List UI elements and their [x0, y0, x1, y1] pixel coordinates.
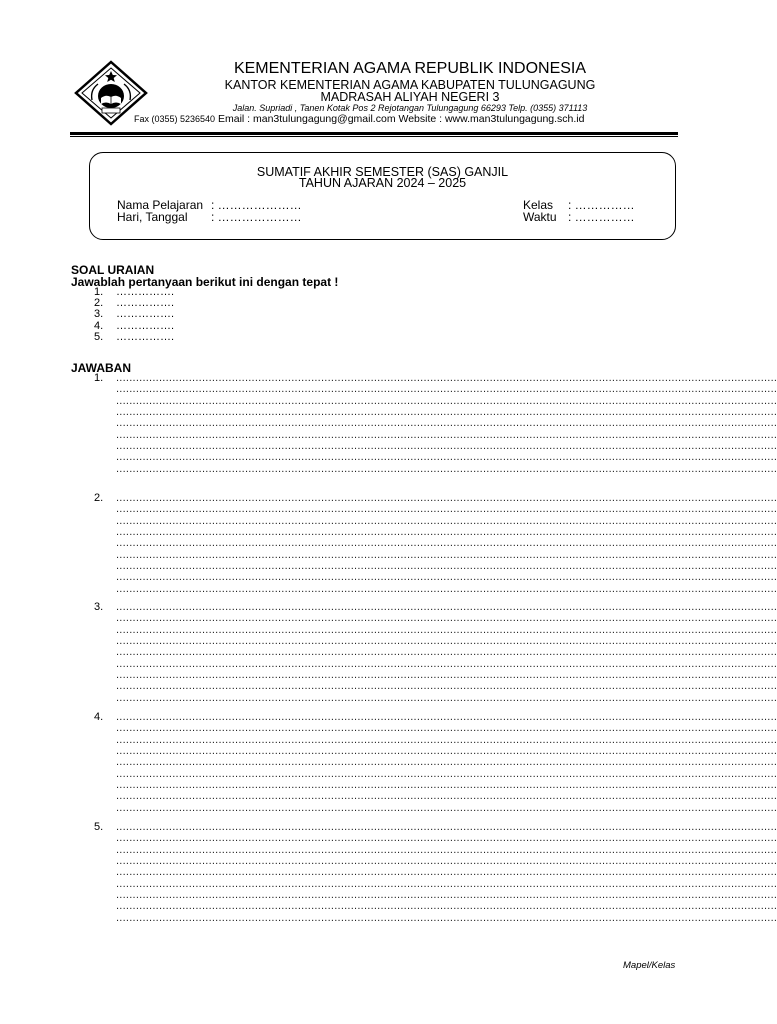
- answer-indent: [94, 647, 116, 658]
- answer-dotted-line: ........................................................................................................................................................................................................: [116, 866, 777, 879]
- school-name: MADRASAH ALIYAH NEGERI 3: [320, 90, 500, 104]
- answer-line: [94, 462, 777, 475]
- answer-dotted-line: ........................................................................................................................................................................................................: [116, 843, 777, 856]
- answer-dotted-line: ........................................................................................................................................................................................................: [116, 623, 777, 636]
- answer-dotted-line: ........................................................................................................................................................................................................: [116, 691, 777, 704]
- list-item: [94, 332, 174, 343]
- school-address: Jalan. Supriadi , Tanen Kotak Pos 2 Rejotangan Tulungagung 66293 Telp. (0355) 371113: [232, 103, 588, 113]
- ministry-name: KEMENTERIAN AGAMA REPUBLIK INDONESIA: [233, 60, 587, 77]
- answer-dotted-line: ........................................................................................................................................................................................................: [116, 779, 777, 792]
- answer-line: [94, 911, 777, 924]
- time-field: [523, 210, 635, 224]
- answer-dotted-line: ........................................................................................................................................................................................................: [116, 394, 777, 407]
- answer-dotted-line: ........................................................................................................................................................................................................: [116, 582, 777, 595]
- answer-indent: [94, 791, 116, 802]
- answer-indent: [94, 833, 116, 844]
- answer-line: [94, 582, 777, 595]
- answer-indent: [94, 613, 116, 624]
- date-label: Hari, Tanggal: [117, 210, 188, 224]
- answer-dotted-line: ........................................................................................................................................................................................................: [116, 451, 777, 464]
- answer-indent: [94, 693, 116, 704]
- answer-dotted-line: ........................................................................................................................................................................................................: [116, 722, 777, 735]
- answer-dotted-line: ........................................................................................................................................................................................................: [116, 417, 777, 430]
- date-field: [117, 210, 302, 224]
- office-name: KANTOR KEMENTERIAN AGAMA KABUPATEN TULUNGAGUNG: [224, 78, 596, 92]
- answer-indent: [94, 561, 116, 572]
- answer-dotted-line: ........................................................................................................................................................................................................: [116, 612, 777, 625]
- answer-dotted-line: ........................................................................................................................................................................................................: [116, 503, 777, 516]
- answer-indent: [94, 538, 116, 549]
- question-text: …………….: [116, 319, 175, 332]
- answer-dotted-line: ........................................................................................................................................................................................................: [116, 669, 777, 682]
- answer-line: [94, 722, 777, 735]
- answer-dotted-line: ........................................................................................................................................................................................................: [116, 680, 777, 693]
- answer-dotted-line: ........................................................................................................................................................................................................: [116, 635, 777, 648]
- question-number: 2.: [94, 297, 104, 310]
- answer-dotted-line: ........................................................................................................................................................................................................: [116, 462, 777, 475]
- answer-dotted-line: ........................................................................................................................................................................................................: [116, 372, 777, 384]
- answer-block-4: [94, 711, 777, 814]
- answer-indent: [94, 584, 116, 595]
- exam-title: SUMATIF AKHIR SEMESTER (SAS) GANJIL: [256, 165, 509, 179]
- answer-dotted-line: ........................................................................................................................................................................................................: [116, 428, 777, 441]
- answer-dotted-line: ........................................................................................................................................................................................................: [116, 537, 777, 550]
- time-value: : ……………: [568, 210, 635, 224]
- answer-indent: [94, 441, 116, 452]
- answer-number: 5.: [94, 821, 104, 833]
- answer-dotted-line: ........................................................................................................................................................................................................: [116, 745, 777, 758]
- question-text: …………….: [116, 308, 175, 321]
- answer-indent: [94, 550, 116, 561]
- answer-indent: [94, 659, 116, 670]
- answer-line: [94, 383, 777, 396]
- answer-indent: [94, 396, 116, 407]
- answer-dotted-line: ........................................................................................................................................................................................................: [116, 756, 777, 769]
- question-text: …………….: [116, 297, 175, 310]
- answer-dotted-line: ........................................................................................................................................................................................................: [116, 832, 777, 845]
- school-contact: [134, 113, 584, 125]
- list-item: [94, 309, 174, 320]
- answer-indent: [94, 780, 116, 791]
- answer-indent: [94, 625, 116, 636]
- subject-value: : …………………: [211, 198, 302, 212]
- essay-section-heading: SOAL URAIAN: [71, 263, 155, 277]
- question-number: 4.: [94, 319, 104, 332]
- answer-number: 4.: [94, 711, 104, 723]
- answer-indent: [94, 681, 116, 692]
- answer-dotted-line: ........................................................................................................................................................................................................: [116, 526, 777, 539]
- answer-indent: [94, 890, 116, 901]
- answer-indent: [94, 867, 116, 878]
- answer-dotted-line: ........................................................................................................................................................................................................: [116, 821, 777, 833]
- answer-indent: [94, 913, 116, 924]
- answer-indent: [94, 856, 116, 867]
- answer-indent: [94, 723, 116, 734]
- subject-label: Nama Pelajaran: [117, 198, 204, 212]
- footer-subject-class: Mapel/Kelas: [623, 960, 676, 971]
- letterhead-rule-thin: [70, 136, 678, 137]
- answer-indent: [94, 746, 116, 757]
- answer-dotted-line: ........................................................................................................................................................................................................: [116, 900, 777, 913]
- answer-number: 1.: [94, 372, 104, 384]
- answer-indent: [94, 901, 116, 912]
- answer-dotted-line: ........................................................................................................................................................................................................: [116, 560, 777, 573]
- letterhead-rule-thick: [70, 132, 678, 135]
- answer-indent: [94, 418, 116, 429]
- answer-dotted-line: ........................................................................................................................................................................................................: [116, 383, 777, 396]
- answer-dotted-line: ........................................................................................................................................................................................................: [116, 711, 777, 723]
- time-label: Waktu: [523, 210, 557, 224]
- date-value: : …………………: [211, 210, 302, 224]
- answer-dotted-line: ........................................................................................................................................................................................................: [116, 657, 777, 670]
- answer-dotted-line: ........................................................................................................................................................................................................: [116, 855, 777, 868]
- answer-block-3: [94, 601, 777, 704]
- answer-indent: [94, 452, 116, 463]
- answer-dotted-line: ........................................................................................................................................................................................................: [116, 492, 777, 504]
- answer-indent: [94, 769, 116, 780]
- question-text: …………….: [116, 330, 175, 343]
- answer-dotted-line: ........................................................................................................................................................................................................: [116, 571, 777, 584]
- answer-indent: [94, 757, 116, 768]
- question-number: 5.: [94, 330, 104, 343]
- class-label: Kelas: [523, 198, 554, 212]
- answer-section-heading: JAWABAN: [71, 361, 132, 375]
- question-list: [94, 287, 174, 343]
- answer-indent: [94, 407, 116, 418]
- answer-indent: [94, 735, 116, 746]
- answer-line: [94, 612, 777, 625]
- answer-indent: [94, 504, 116, 515]
- answer-dotted-line: ........................................................................................................................................................................................................: [116, 790, 777, 803]
- answer-dotted-line: ........................................................................................................................................................................................................: [116, 548, 777, 561]
- answer-dotted-line: ........................................................................................................................................................................................................: [116, 514, 777, 527]
- answer-indent: [94, 670, 116, 681]
- fax-number: Fax (0355) 5236540: [134, 114, 216, 124]
- answer-dotted-line: ........................................................................................................................................................................................................: [116, 440, 777, 453]
- answer-line: [94, 691, 777, 704]
- answer-dotted-line: ........................................................................................................................................................................................................: [116, 889, 777, 902]
- answer-indent: [94, 572, 116, 583]
- answer-indent: [94, 464, 116, 475]
- answer-number: 2.: [94, 492, 104, 504]
- answer-indent: [94, 384, 116, 395]
- answer-line: [94, 801, 777, 814]
- answer-dotted-line: ........................................................................................................................................................................................................: [116, 911, 777, 924]
- answer-dotted-line: ........................................................................................................................................................................................................: [116, 601, 777, 613]
- answer-number: 3.: [94, 601, 104, 613]
- answer-indent: [94, 430, 116, 441]
- answer-block-5: [94, 821, 777, 924]
- answer-dotted-line: ........................................................................................................................................................................................................: [116, 406, 777, 419]
- answer-line: [94, 503, 777, 516]
- answer-dotted-line: ........................................................................................................................................................................................................: [116, 767, 777, 780]
- answer-indent: [94, 879, 116, 890]
- answer-dotted-line: ........................................................................................................................................................................................................: [116, 877, 777, 890]
- answer-block-1: [94, 372, 777, 475]
- answer-block-2: [94, 492, 777, 595]
- question-text: …………….: [116, 286, 175, 298]
- question-number: 3.: [94, 308, 104, 321]
- essay-instruction: Jawablah pertanyaan berikut ini dengan tepat !: [71, 275, 339, 289]
- answer-indent: [94, 516, 116, 527]
- question-number: 1.: [94, 286, 104, 298]
- answer-line: [94, 832, 777, 845]
- answer-indent: [94, 845, 116, 856]
- answer-indent: [94, 636, 116, 647]
- academic-year: TAHUN AJARAN 2024 – 2025: [298, 176, 467, 190]
- answer-indent: [94, 527, 116, 538]
- answer-dotted-line: ........................................................................................................................................................................................................: [116, 733, 777, 746]
- email-website: Email : man3tulungagung@gmail.com Website : www.man3tulungagung.sch.id: [215, 113, 585, 125]
- answer-dotted-line: ........................................................................................................................................................................................................: [116, 801, 777, 814]
- class-value: : ……………: [568, 198, 635, 212]
- answer-indent: [94, 803, 116, 814]
- answer-dotted-line: ........................................................................................................................................................................................................: [116, 646, 777, 659]
